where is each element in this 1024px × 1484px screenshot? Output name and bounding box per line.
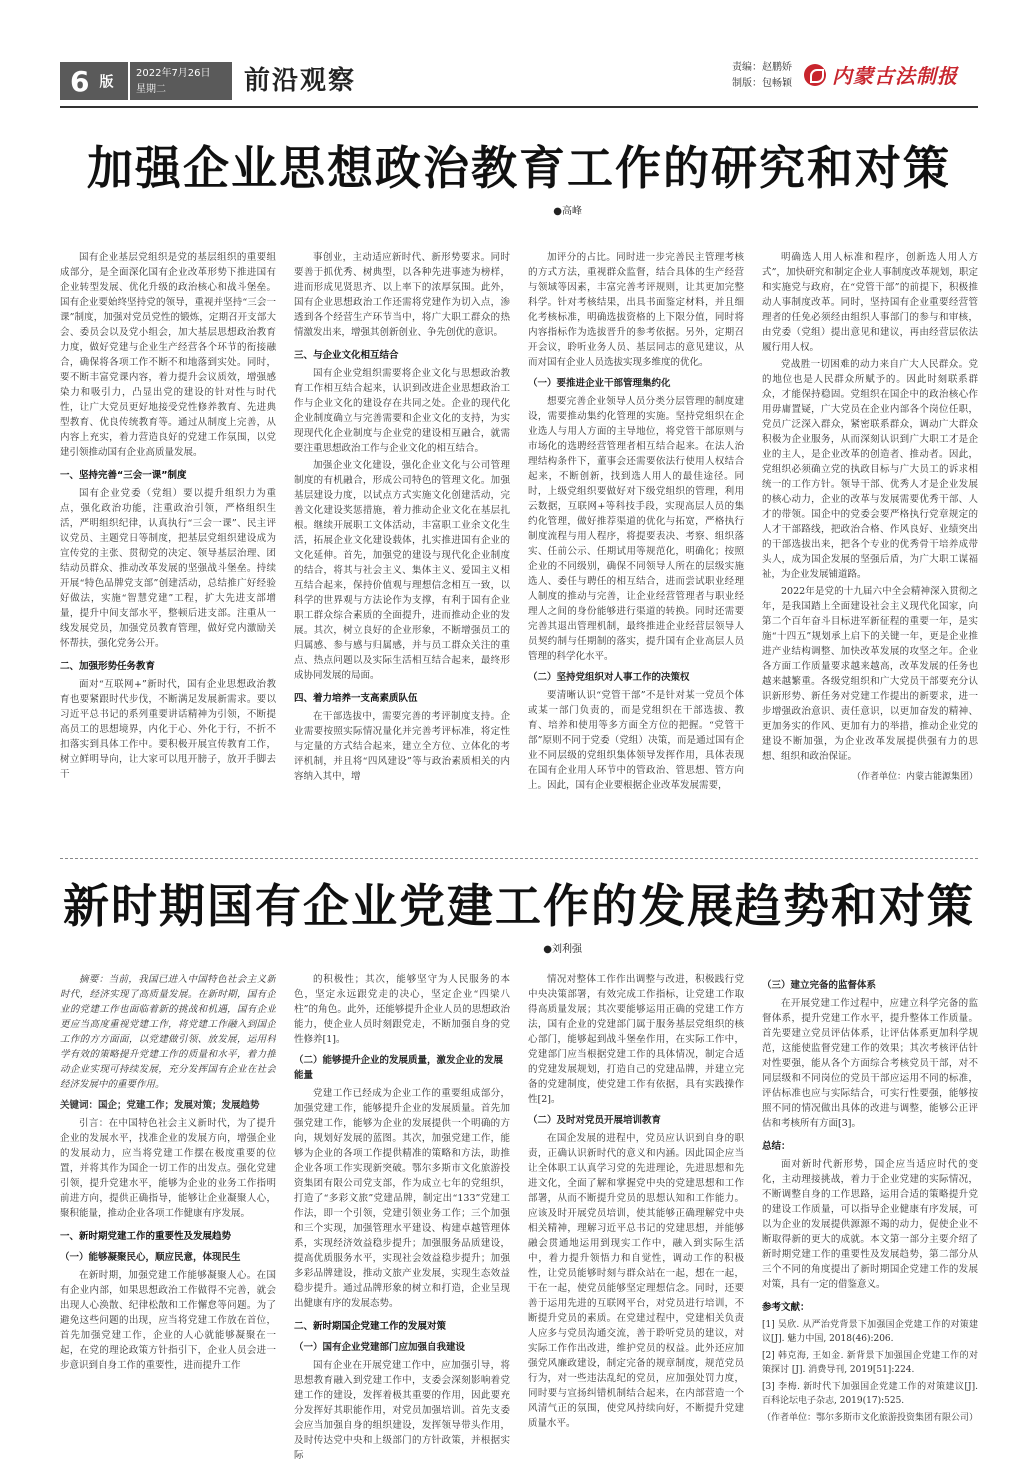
newspaper-logo-icon [804, 64, 826, 86]
page-label: 版 [97, 74, 114, 88]
author-affiliation: （作者单位：内蒙古能源集团） [851, 772, 978, 782]
issue-date-box [130, 62, 232, 100]
paragraph: 加评分的占比。同时进一步完善民主管理考核的方式方法，重视群众监督，结合具体的生产经营与领域等因素，丰富完善考评规则，让其更加完整科学。针对考核结果，出具书面鉴定材料，并且细化考核标准，明确选拔资格的上下限分值，同时将内容指标作为选拔晋升的参考依据。另外，定期召开会议，聆听业务人员、基层同志的意见建议，从而对国有企业人员选拔实现多维度的优化。 [528, 252, 744, 368]
issue-weekday: 星期二 [136, 84, 166, 95]
paragraph: 在新时期，加强党建工作能够凝聚人心。在国有企业内部，如果思想政治工作做得不完善，就会出现人心涣散、纪律松散和工作懈怠等问题。为了避免这些问题的出现，应当将党建工作放在首位，首先加强党建工作，企业的人心就能够凝聚在一起，在党的理论政策方针指引下，企业人员会进一步意识到自身工作的重要性，进而提升工作 [60, 1270, 276, 1371]
article-1-column-1 [60, 250, 276, 845]
paragraph: 党战胜一切困难的动力来自广大人民群众。党的地位也是人民群众所赋予的。因此时刻联系群众，才能保持稳固。党组织在国企中的政治核心作用毋庸置疑，广大党员在企业内部各个岗位任职，党员广泛深入群众，紧密联系群众，调动广大群众积极为企业服务，从而深刻认识到广大职工才是企业的主人，是企业改革的创造者、推动者。因此，党组织必须确立党的执政目标与广大员工的诉求相统一的工作方针。领导干部、优秀人才是企业发展的核心动力，企业的改革与发展需要优秀干部、人才的带领。国企中的党委会要严格执行党章规定的人才干部路线，把政治合格、作风良好、业绩突出的干部选拔出来，把各个专业的优秀骨干培养成带头人，成为国企发展的坚强后盾，为广大职工谋福祉，为企业发展铺道路。 [762, 359, 978, 580]
article-1-byline: ●高峰 [553, 206, 582, 217]
article-2-column-1 [60, 972, 276, 1472]
reference-item: [2] 韩克海, 王如金. 新背景下加强国企党建工作的对策探讨 [J]. 消费导刊, 2019[51]:224. [762, 1351, 978, 1375]
paragraph: 情况对整体工作作出调整与改进，积极践行党中央决策部署，有效完成工作指标，让党建工作取得高质量发展；其次要能够运用正确的党建工作方法，国有企业的党建部门属于服务基层党组织的核心部门，能够起到战斗堡垒作用，在实际工作中，党建部门应当根据党建工作的具体情况，制定合适的党建发展规划，打造自己的党建品牌，并建立完备的党建制度，使党建工作有依据，具有实践操作性[2]。 [528, 974, 744, 1105]
paragraph: 事创业，主动适应新时代、新形势要求。同时要善于抓优秀、树典型，以各种先进事迹为榜样，进而形成见贤思齐、以上率下的浓厚氛围。此外，国有企业思想政治工作还需将党建作为切入点，渗透到各个经营生产环节当中，将广大职工群众的热情激发出来，增强其创新创业、争先创优的意识。 [294, 252, 510, 338]
subsection-heading: （一）能够凝聚民心，顺应民意，体现民生 [60, 1252, 241, 1263]
subsection-heading: （二）坚持党组织对人事工作的决策权 [528, 672, 690, 683]
paragraph: 在国企发展的进程中，党员应认识到自身的职责，正确认识新时代的意义和内涵。因此国企应当让全体职工认真学习党的先进理论，先进思想和先进文化，全面了解和掌握党中央的党建思想和工作部署，从而不断提升党员的思想认知和工作能力。应该及时开展党员培训，使其能够正确理解党中央相关精神，理解习近平总书记的党建思想，并能够融会贯通地运用到现实工作中，融入到实际生活中，着力提升领悟力和自觉性，调动工作的积极性，让党员能够时刻与群众站在一起，想在一起，干在一起，使党员能够坚定理想信念。同时，还要善于运用先进的互联网平台，对党员进行培训，不断提升党员的素质。在党建过程中，党建相关负责人应多与党员沟通交流，善于聆听党员的建议，对实际工作作出改进，维护党员的权益。此外还应加强党风廉政建设，制定完备的规章制度，规范党员行为，对一些违法乱纪的党员，应加强处罚力度，同时要与宣扬纠错机制结合起来，在内部营造一个风清气正的氛围，使党风持续向好，不断提升党建质量水平。 [528, 1133, 744, 1429]
article-1-column-4 [762, 250, 978, 845]
references-heading: 参考文献： [762, 1302, 810, 1313]
column-name: 前沿观察 [244, 66, 357, 96]
paragraph: 国有企业在开展党建工作中，应加强引导，将思想教育融入到党建工作中，支委会深刻影响着党建工作的建设，发挥着极其重要的作用，因此要充分发挥好其职能作用，对党员加强培训。首先支委会应当加强自身的组织建设，发挥领导带头作用，及时传达党中央和上级部门的方针政策，并根据实际 [294, 1360, 510, 1461]
editor-name: 责编：赵鹏娇 [732, 62, 792, 73]
paragraph: 要清晰认识“党管干部”不是针对某一党员个体或某一部门负责的，而是党组织在干部选拔、教育、培养和使用等多方面全方位的把握。“党管干部”原则不同于党委（党组）决策，而是通过国有企业不同层级的党组织集体领导发挥作用，具体表现在国有企业用人环节中的管政治、管思想、管方向上。因此，国有企业要根据企业改革发展需要， [528, 690, 744, 791]
subsection-heading: （二）能够提升企业的发展质量，激发企业的发展能量 [294, 1055, 504, 1081]
paragraph: 明确选人用人标准和程序，创新选人用人方式”，加快研究和制定企业人事制度改革规划，职定和实施党与政府，在“党管干部”的前提下，积极推动人事制度改革。同时，坚持国有企业重要经营管理者的任免必须经由组织人事部门的参与和审核，由党委（党组）提出意见和建议，再由经营层依法履行用人权。 [762, 252, 978, 353]
article-1-heading [60, 138, 978, 217]
author-affiliation: （作者单位：鄂尔多斯市文化旅游投资集团有限公司） [762, 1413, 978, 1423]
paragraph: 国有企业党组织需要将企业文化与思想政治教育工作相互结合起来，认识到改进企业思想政治工作与企业文化的建设存在共同之处。企业的现代化企业制度确立与完善需要和企业文化的支持，为实现现代化企业制度与企业党的建设相互融合，就需要注重思想政治工作与企业文化的相互结合。 [294, 368, 510, 454]
paragraph: 加强企业文化建设，强化企业文化与公司管理制度的有机融合，形成公司特色的管理文化。加强基层建设力度，以试点方式实施文化创建活动，完善文化建设奖惩措施，着力推动企业文化在基层扎根。继续开展职工文体活动，丰富职工业余文化生活，拓展企业文化建设载体，扎实推进国有企业的文化延伸。首先，加强党的建设与现代化企业制度的结合，将其与社会主义、集体主义、爱国主义相互结合起来，保持价值观与理想信念相互一致，以科学的世界观与方法论作为支撑，有利于国有企业职工群众综合素质的全面提升，进而推动企业的发展。其次，树立良好的企业形象，不断增强员工的归属感、参与感与归属感，并与员工群众关注的重点、热点问题以及实际生活相互结合起来，最终形成协同发展的局面。 [294, 460, 510, 681]
subsection-heading: （二）及时对党员开展培训教育 [528, 1115, 662, 1126]
introduction: 引言：在中国特色社会主义新时代，为了提升企业的发展水平，找准企业的发展方向，增强企业的发展动力，应当将党建工作摆在极度重要的位置，并将其作为国企一切工作的出发点。强化党建引领，提升党建水平，能够为企业的业务工作指明前进方向，提供正确指导，能够让企业凝聚人心，聚积能量，推动企业各项工作健康有序发展。 [60, 1118, 276, 1219]
subsection-heading: （一）要推进企业干部管理集约化 [528, 378, 671, 389]
section-heading: 一、新时期党建工作的重要性及发展趋势 [60, 1231, 232, 1242]
designer-name: 制版：包畅颖 [732, 78, 792, 89]
article-2-column-2 [294, 972, 510, 1472]
article-2-body [60, 972, 978, 1472]
abstract: 摘要：当前，我国已进入中国特色社会主义新时代，经济实现了高质量发展。在新时期，国有企业的党建工作也面临着新的挑战和机遇，国有企业更应当高度重视党建工作，将党建工作融入到国企工作的方方面面，以党建做引领、放发展，运用科学有效的策略提升党建工作的质量和水平，着力推动企业实现可持续发展，充分发挥国有企业在社会经济发展中的重要作用。 [60, 974, 276, 1090]
paragraph: 在开展党建工作过程中，应建立科学完备的监督体系，提升党建工作水平，提升整体工作质量。首先要建立党员评估体系，让评估体系更加科学规范，这能使监督党建工作的效果；其次考核评估针对性要强，能从各个方面综合考核党员干部，对不同层级和不同岗位的党员干部应运用不同的标准，评估标准也应与实际结合，可实行性要强，能够按照不同的情况做出具体的改进与调整，能够公正评估和考核所有方面[3]。 [762, 998, 978, 1129]
paragraph: 党建工作已经成为企业工作的重要组成部分，加强党建工作，能够提升企业的发展质量。首先加强党建工作，能够为企业的发展提供一个明确的方向，规划好发展的蓝图。其次，加强党建工作，能够为企业的各项工作提供精准的策略和方法，助推企业各项工作实现新突破。鄂尔多斯市文化旅游投资集团有限公司党支部，作为成立七年的党组织，打造了“多彩文旅”党建品牌，制定出“133”党建工作法，即一个引领，党建引领业务工作；三个加强和三个实现，加强管理水平建设、构建卓越管理体系，实现经济效益稳步提升；加强服务品质建设，提高优质服务水平，实现社会效益稳步提升；加强多彩品牌建设，推动文旅产业发展，实现生态效益稳步提升。通过品牌形象的树立和打造，企业呈现出健康有序的发展态势。 [294, 1088, 510, 1309]
subsection-heading: （三）建立完备的监督体系 [762, 980, 877, 991]
article-2-column-3 [528, 972, 744, 1472]
issue-date: 2022年7月26日 [136, 68, 211, 79]
article-2-title: 新时期国有企业党建工作的发展趋势和对策 [63, 879, 975, 933]
section-heading: 二、新时期国企党建工作的发展对策 [294, 1321, 447, 1332]
keywords: 关键词：国企；党建工作；发展对策；发展趋势 [60, 1100, 260, 1111]
page-number-box [60, 62, 128, 100]
paragraph: 想要完善企业领导人员分类分层管理的制度建设，需要推动集约化管理的实施。坚持党组织在企业选人与用人方面的主导地位，将党管干部原则与市场化的选聘经营管理者相互结合起来。在法人治理结构条件下，董事会还需要依法行使用人权结合起来，不断创新，找到选人用人的最佳途径。同时，上级党组织要做好对下级党组织的管理，利用云数据，互联网+等科技手段，实现高层人员的集约化管理，做好推荐渠道的优化与拓宽，严格执行制度流程与用人程序，将提要表决、考察、组织落实、任前公示、任期试用等规范化，明确化；按照企业的不同级别，确保不同领导人所在的层级实施选人、委任与聘任的相互结合，进而尝试职业经理人制度的推动与完善，让企业经营管理者与职业经理人之间的身份能够进行渠道的转换。同时还需要完善其退出管理机制，最终推进企业经营层领导人员契约制与任期制的落实，提升国有企业高层人员管理的科学化水平。 [528, 396, 744, 662]
reference-item: [1] 吴欣. 从严治党背景下加强国企党建工作的对策建议[J]. 魅力中国, 2018(46):206. [762, 1320, 978, 1344]
paragraph: 的积极性；其次，能够坚守为人民服务的本色，坚定永远跟党走的决心，坚定企业“四梁八柱”的角色。此外，还能够提升企业人员的思想政治能力，使企业人员时刻跟党走，不断加强自身的党性修养[1]。 [294, 974, 510, 1045]
paragraph: 2022年是党的十九届六中全会精神深入贯彻之年，是我国踏上全面建设社会主义现代化国家，向第二个百年奋斗目标进军新征程的重要一年，是实施“十四五”规划承上启下的关键一年，更是企业推进产业结构调整、加快改革发展的攻坚之年。企业各方面工作质量要求越来越高，改革发展的任务也越来越繁重。各级党组织和广大党员干部要充分认识新形势、新任务对党建工作提出的新要求，进一步增强政治意识、责任意识，以更加奋发的精神、更加务实的作风、更加有力的举措，推动企业党的建设不断加强，为企业改革发展提供强有力的思想、组织和政治保证。 [762, 586, 978, 762]
article-2-column-4 [762, 972, 978, 1472]
section-heading: 三、与企业文化相互结合 [294, 350, 399, 361]
paragraph: 在干部选拔中，需要完善的考评制度支持。企业需要按照实际情况量化并完善考评标准，将定性与定量的方式结合起来，建立全方位、立体化的考评机制，并且将“四风建设”等与政治素质相关的内容纳入其中，增 [294, 711, 510, 782]
references [762, 1300, 978, 1425]
article-1-column-2 [294, 250, 510, 845]
newspaper-name: 内蒙古法制报 [832, 64, 958, 88]
paragraph: 面对新时代新形势，国企应当适应时代的变化，主动理接挑战，着力于企业党建的实际情况，不断调整自身的工作思路，运用合适的策略提升党的建设工作质量，可以指导企业健康有序发展，可以为企业的发展提供源源不竭的动力，促使企业不断取得新的更大的成就。本文第一部分主要介绍了新时期党建工作的重要性及发展趋势，第二部分从三个不同的角度提出了新时期国企党建工作的发展对策，具有一定的借鉴意义。 [762, 1159, 978, 1290]
reference-item: [3] 李梅. 新时代下加强国企党建工作的对策建议[J]. 百科论坛电子杂志, 2019(17):525. [762, 1382, 978, 1406]
section-heading: 四、着力培养一支高素质队伍 [294, 693, 418, 704]
article-1-column-3 [528, 250, 744, 845]
page-header [60, 58, 978, 104]
section-heading: 二、加强形势任务教育 [60, 661, 156, 672]
article-2-byline: ●刘利强 [543, 944, 582, 955]
paragraph: 国有企业基层党组织是党的基层组织的重要组成部分，是全面深化国有企业改革形势下推进国有企业转型发展、优化升级的政治核心和战斗堡垒。国有企业要始终坚持党的领导，重视并坚持“三会一课”制度，加强对党员党性的锻炼，定期召开支部大会、委员会以及党小组会，加大基层思想政治教育力度，做好党建与企业生产经营各个环节的衔接融合，确保将各项工作不断不和地落到实处。同时，要不断丰富党课内容，着力提升会议质效，增强感染力和吸引力，凸显出党的建设的针对性与时代性，让广大党员更好地接受党性修养教育、先进典型教育、优良传统教育等。通过从制度上完善，从内容上充实，着力营造良好的党建工作氛围，以党建引领推动国有企业高质量发展。 [60, 252, 276, 458]
header-divider [60, 106, 978, 108]
paragraph: 面对“互联网+”新时代，国有企业思想政治教育也要紧跟时代步伐，不断满足发展新需求。要以习近平总书记的系列重要讲话精神为引领，不断提高员工的思想境界，内化于心、外化于行，不折不扣落实到具体工作中。要积极开展宣传教育工作，树立鲜明导向，让大家可以甩开膀子，放开手脚去干 [60, 679, 276, 780]
paragraph: 国有企业党委（党组）要以提升组织力为重点，强化政治功能，注重政治引领，严格组织生活，严明组织纪律，认真执行“三会一课”、民主评议党员、主题党日等制度，把基层党组织建设成为宣传党的主张、贯彻党的决定、领导基层治理、团结动员群众、推动改革发展的坚强战斗堡垒。持续开展“特色品牌党支部”创建活动，总结推广好经验好做法，实施“智慧党建”工程，扩大先进支部增量，提升中间支部水平，整顿后进支部。注重从一线发展党员，加强党员教育管理，做好党内激励关怀帮扶，强化党务公开。 [60, 488, 276, 649]
editor-credits [732, 60, 792, 92]
article-1-body [60, 250, 978, 845]
article-1-title: 加强企业思想政治教育工作的研究和对策 [87, 141, 951, 195]
newspaper-brand [804, 60, 958, 89]
article-divider [60, 858, 978, 859]
section-heading: 一、坚持完善“三会一课”制度 [60, 470, 187, 481]
summary-heading: 总结： [762, 1141, 791, 1152]
subsection-heading: （一）国有企业党建部门应加强自我建设 [294, 1342, 466, 1353]
article-2-heading [60, 876, 978, 955]
page-number: 6 [70, 64, 90, 98]
